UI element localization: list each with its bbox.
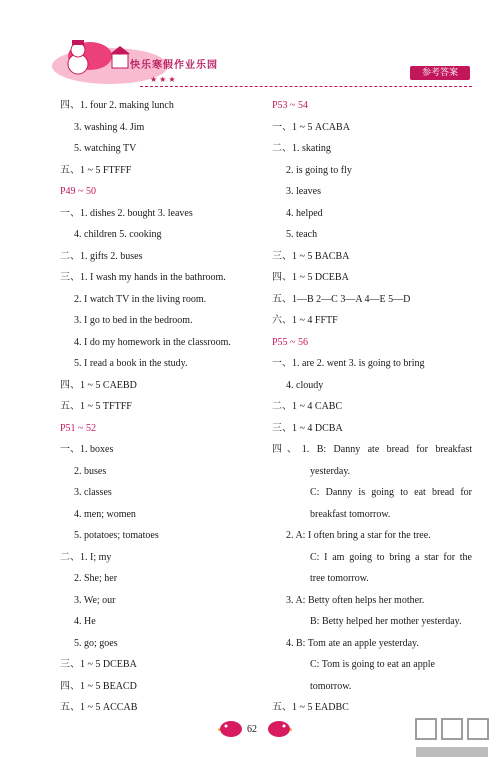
left-column — [60, 95, 260, 719]
left-answer-line: 3. classes — [74, 487, 112, 498]
right-answer-line: 3. leaves — [286, 186, 321, 197]
left-answer-line: 5. I read a book in the study. — [74, 358, 188, 369]
left-section-heading: P51 ~ 52 — [60, 422, 96, 434]
right-answer-line: B: Betty helped her mother yesterday. — [310, 616, 462, 627]
right-answer-line: C: I am going to bring a star for the — [310, 551, 472, 563]
right-answer-line: tomorrow. — [310, 680, 352, 692]
watermark-logo — [412, 713, 494, 761]
left-answer-line: 5. go; goes — [74, 637, 118, 649]
left-section-heading: P49 ~ 50 — [60, 186, 96, 197]
left-answer-line: 2. buses — [74, 465, 107, 477]
left-answer-line: 二、1. gifts 2. buses — [60, 250, 143, 262]
svg-text:★ ★ ★: ★ ★ ★ — [150, 75, 176, 84]
left-answer-line: 四、1. four 2. making lunch — [60, 100, 174, 111]
right-answer-line: 五、1—B 2—C 3—A 4—E 5—D — [272, 293, 411, 305]
bird-right-icon — [266, 716, 292, 738]
right-answer-line: 4. cloudy — [286, 379, 324, 391]
right-column — [272, 95, 472, 719]
right-section-heading: P55 ~ 56 — [272, 336, 308, 348]
right-answer-line: 三、1 ~ 5 BACBA — [272, 250, 350, 262]
right-answer-line: C: Tom is going to eat an apple — [310, 659, 435, 670]
left-answer-line: 3. We; our — [74, 594, 116, 606]
right-answer-line: 4. helped — [286, 207, 323, 219]
left-answer-line: 3. I go to bed in the bedroom. — [74, 315, 193, 326]
right-answer-line: 六、1 ~ 4 FFTF — [272, 315, 338, 326]
right-answer-line: 5. teach — [286, 229, 318, 240]
left-answer-line: 4. I do my homework in the classroom. — [74, 336, 231, 348]
page-number: 62 — [247, 724, 257, 735]
right-answer-line: 一、1. are 2. went 3. is going to bring — [272, 358, 425, 369]
left-answer-line: 四、1 ~ 5 CAEBD — [60, 379, 137, 391]
left-answer-line: 4. men; women — [74, 508, 136, 520]
banner-title: 快乐寒假作业乐园 — [130, 60, 218, 71]
left-answer-line: 五、1 ~ 5 FTFFF — [60, 164, 132, 176]
left-answer-line: 五、1 ~ 5 ACCAB — [60, 702, 138, 713]
left-answer-line: 三、1 ~ 5 DCEBA — [60, 659, 137, 670]
left-answer-line: 3. washing 4. Jim — [74, 121, 145, 133]
right-section-heading: P53 ~ 54 — [272, 100, 308, 111]
left-answer-line: 5. potatoes; tomatoes — [74, 530, 159, 541]
right-answer-line: C: Danny is going to eat bread for — [310, 487, 472, 498]
left-answer-line: 三、1. I wash my hands in the bathroom. — [60, 272, 226, 283]
right-answer-line: 三、1 ~ 4 DCBA — [272, 422, 343, 434]
right-answer-line: 四、1 ~ 5 DCEBA — [272, 272, 349, 283]
right-answer-line: yesterday. — [310, 465, 351, 477]
left-answer-line: 二、1. I; my — [60, 551, 112, 563]
answer-key-badge: 参考答案 — [410, 66, 470, 80]
left-answer-line: 一、1. dishes 2. bought 3. leaves — [60, 207, 193, 219]
left-answer-line: 四、1 ~ 5 BEACD — [60, 680, 137, 692]
left-answer-line: 2. I watch TV in the living room. — [74, 293, 207, 305]
header-divider — [140, 86, 472, 87]
left-answer-line: 5. watching TV — [74, 143, 137, 154]
right-answer-line: 二、1 ~ 4 CABC — [272, 401, 343, 412]
right-answer-line: 一、1 ~ 5 ACABA — [272, 121, 350, 133]
right-answer-line: 4. B: Tom ate an apple yesterday. — [286, 637, 419, 649]
left-answer-line: 一、1. boxes — [60, 444, 114, 455]
left-answer-line: 2. She; her — [74, 573, 118, 584]
left-answer-line: 4. He — [74, 616, 96, 627]
right-answer-line: 二、1. skating — [272, 143, 331, 154]
right-answer-line: 3. A: Betty often helps her mother. — [286, 594, 425, 606]
right-answer-line: tree tomorrow. — [310, 573, 369, 584]
right-answer-line: 2. is going to fly — [286, 164, 352, 176]
right-answer-line: 五、1 ~ 5 EADBC — [272, 702, 349, 713]
left-answer-line: 五、1 ~ 5 TFTFF — [60, 401, 132, 412]
left-answer-line: 4. children 5. cooking — [74, 229, 162, 240]
right-answer-line: breakfast tomorrow. — [310, 508, 391, 520]
right-answer-line: 2. A: I often bring a star for the tree. — [286, 530, 431, 541]
right-answer-line: 四、1. B: Danny ate bread for breakfast — [272, 444, 472, 455]
page-header — [0, 0, 500, 90]
